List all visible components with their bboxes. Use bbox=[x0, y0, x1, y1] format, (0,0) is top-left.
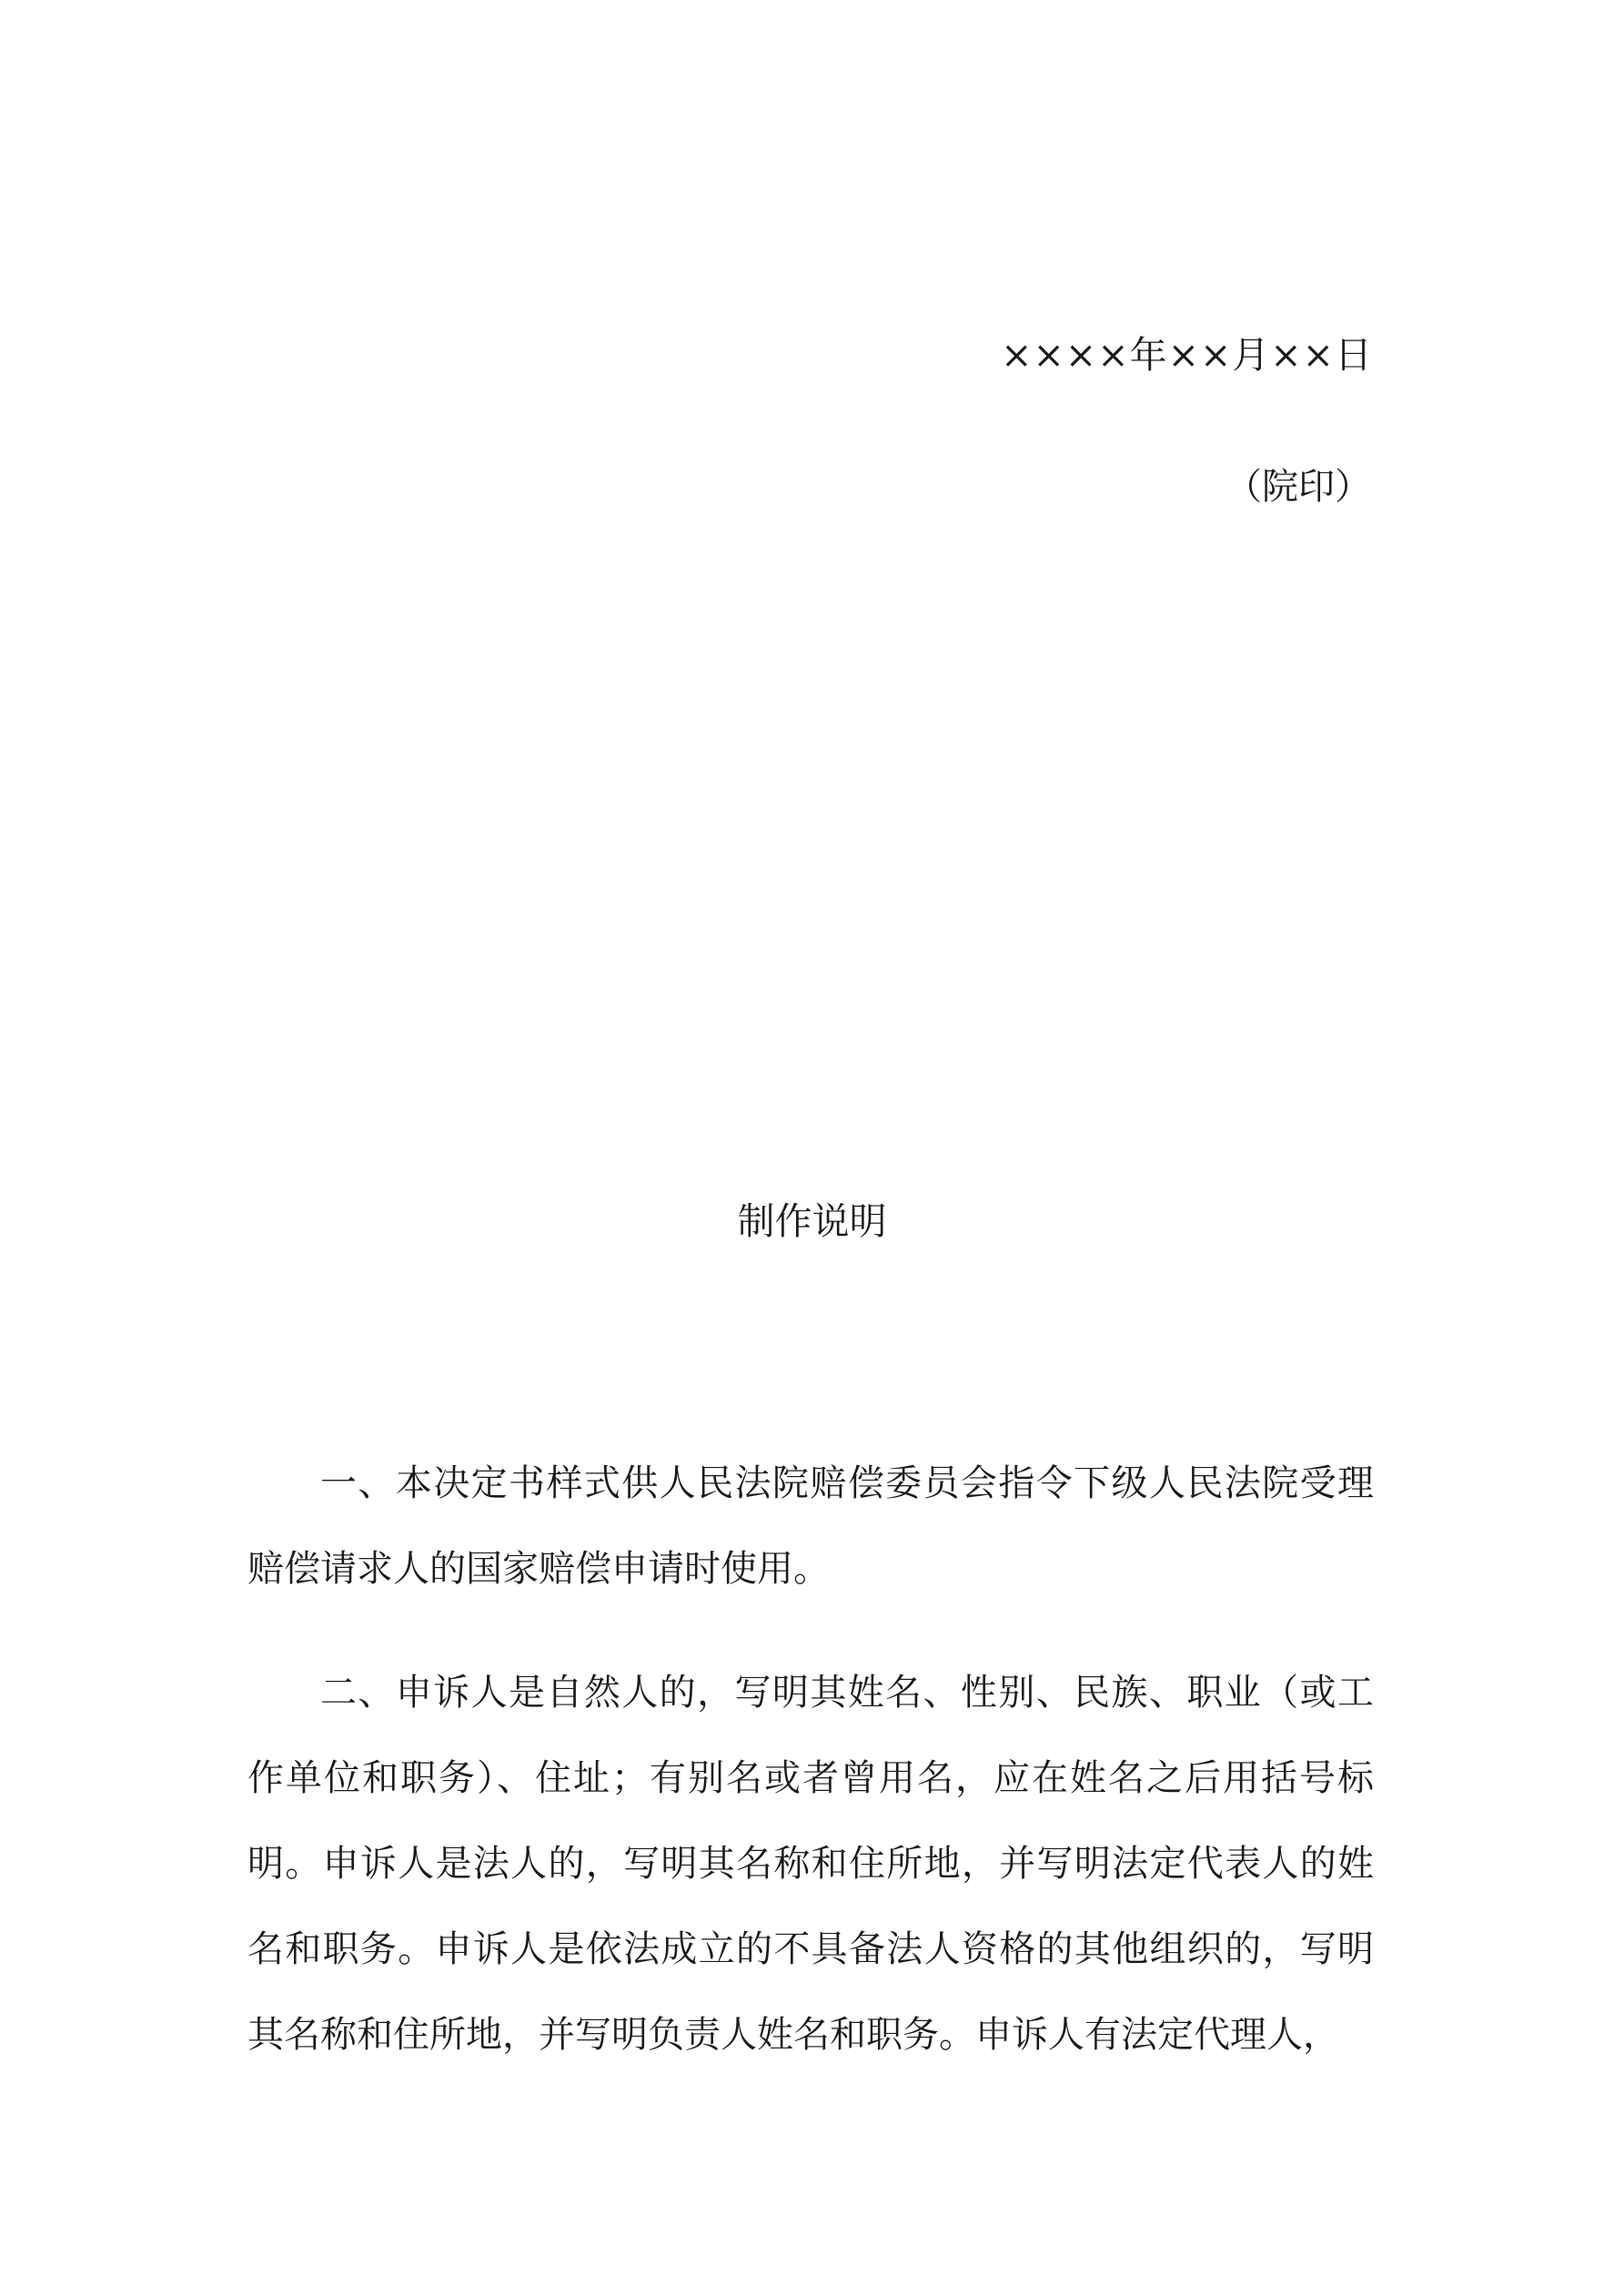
instructions-title: 制作说明 bbox=[737, 1199, 887, 1243]
instruction-paragraph-2: 二、申诉人是自然人的，写明其姓名、性别、民族、职业（或工作单位和职务）、住址；有别名或者曾用名，应在姓名之后用括号标明。申诉人是法人的，写明其名称和住所地，并写明法定代表人的姓名和职务。申诉人是依法成立的不具备法人资格的其他组织的，写明其名称和住所地，并写明负责人姓名和职务。申诉人有法定代理人， bbox=[247, 1672, 1374, 2056]
instruction-paragraph-1: 一、本决定书样式供人民法院赔偿委员会指令下级人民法院受理赔偿请求人的国家赔偿申请时使用。 bbox=[247, 1462, 1374, 1590]
court-seal-placeholder: （院印） bbox=[1226, 466, 1371, 508]
decision-date: ××××年××月××日 bbox=[1001, 333, 1373, 377]
